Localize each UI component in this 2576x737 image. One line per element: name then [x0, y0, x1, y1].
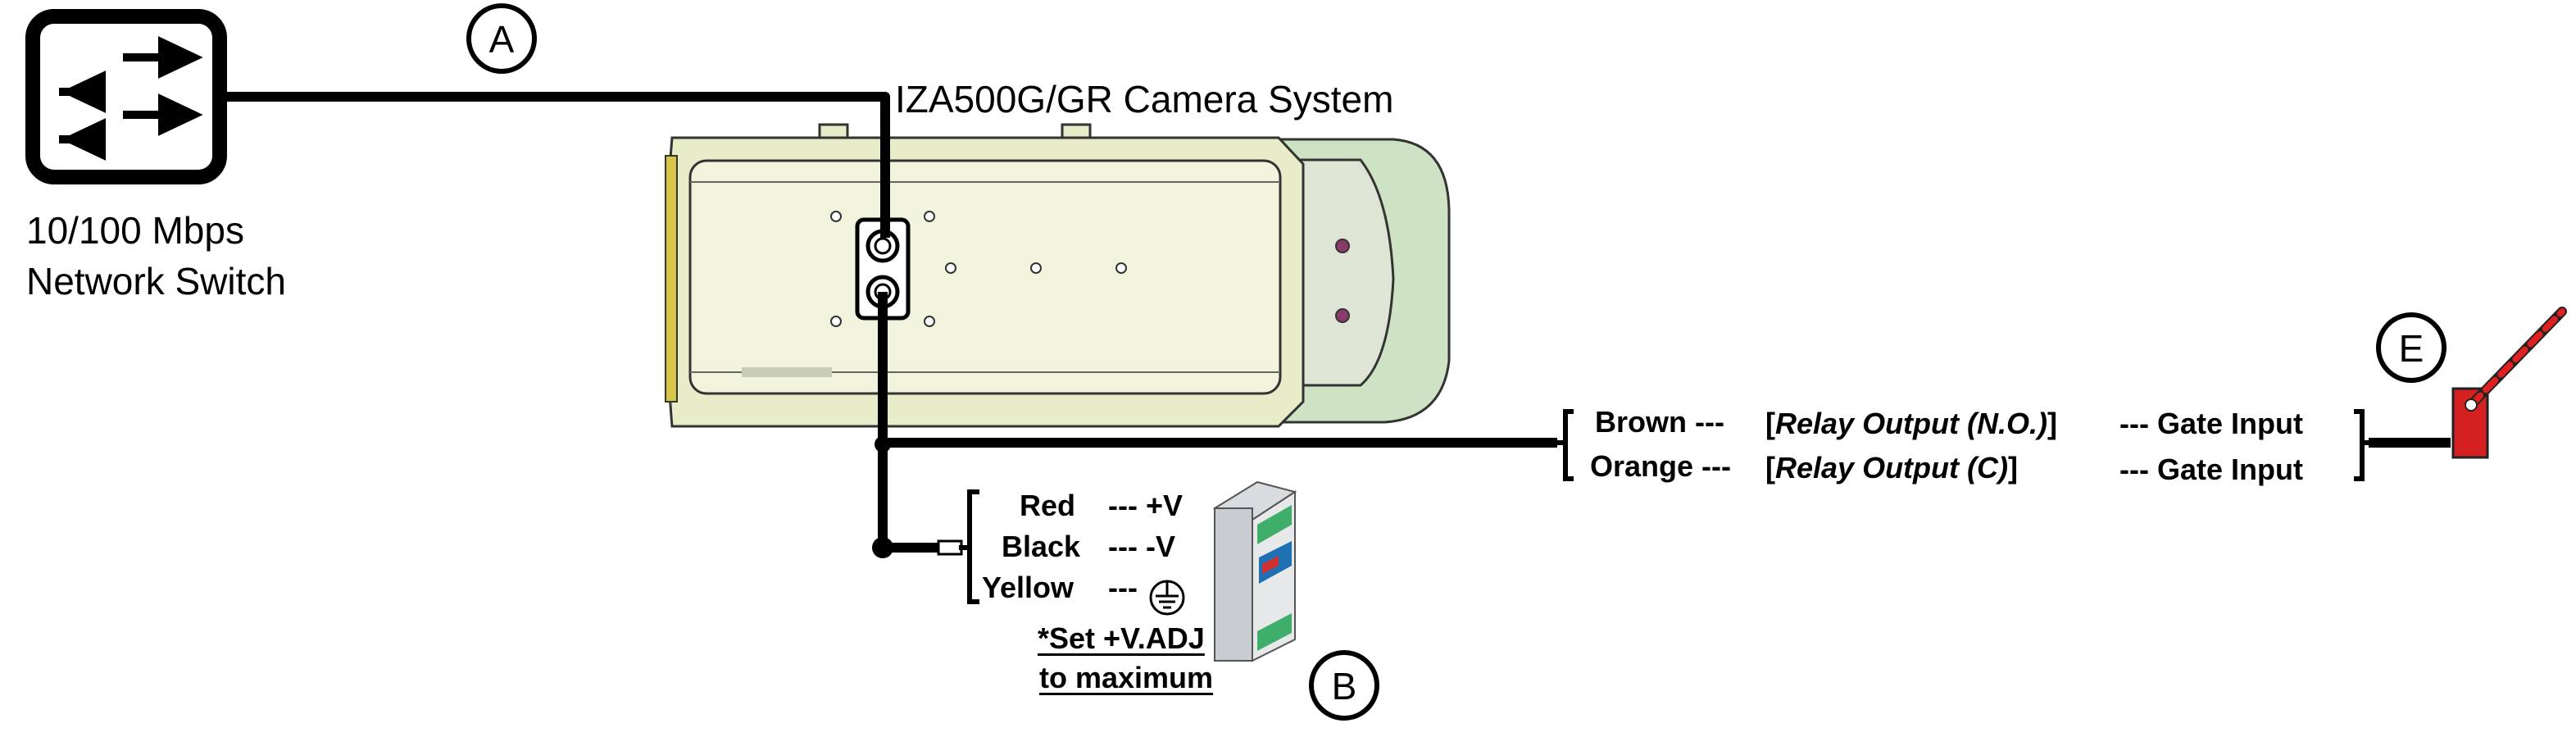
relay-signal-no: [Relay Output (N.O.)]: [1765, 407, 2057, 440]
power-cable-connector: [938, 541, 961, 554]
relay-signal-c: [Relay Output (C)]: [1765, 451, 2018, 485]
trunk-junction: [875, 436, 891, 453]
svg-text:A: A: [488, 18, 515, 61]
marker-b: [1311, 653, 1377, 718]
switch-label-line2: Network Switch: [26, 260, 286, 303]
relay-target-2: --- Gate Input: [2119, 453, 2303, 486]
power-wire-red: Red: [1020, 489, 1076, 522]
psu-note-line2: to maximum: [1039, 661, 1214, 694]
relay-signal-no-text: Relay Output (N.O.): [1775, 407, 2047, 440]
svg-text:B: B: [1331, 665, 1357, 707]
relay-target-1: --- Gate Input: [2119, 407, 2303, 440]
power-junction: [872, 537, 893, 558]
din-rail-power-supply-icon: [1215, 482, 1295, 661]
relay-wire-brown: Brown ---: [1595, 405, 1724, 439]
power-value-minus: --- -V: [1108, 530, 1175, 563]
ground-symbol-icon: [1151, 581, 1184, 614]
relay-wire-orange: Orange ---: [1590, 449, 1732, 483]
power-value-plus: --- +V: [1108, 489, 1184, 522]
power-wire-yellow: Yellow: [982, 571, 1074, 604]
marker-a: [469, 6, 534, 71]
marker-e: [2378, 315, 2444, 380]
power-bracket: [959, 492, 979, 602]
camera-housing: [666, 125, 1449, 426]
gate-barrier-icon: [2453, 312, 2562, 457]
network-switch-icon: [33, 16, 220, 177]
camera-title: IZA500G/GR Camera System: [895, 78, 1394, 121]
power-value-ground: ---: [1108, 571, 1138, 604]
switch-label-line1: 10/100 Mbps: [26, 209, 244, 252]
relay-signal-c-text: Relay Output (C): [1775, 451, 2008, 485]
psu-note-line1: *Set +V.ADJ: [1038, 621, 1205, 655]
switch-label: [26, 205, 286, 307]
power-wire-black: Black: [1002, 530, 1081, 563]
svg-text:E: E: [2398, 327, 2424, 370]
